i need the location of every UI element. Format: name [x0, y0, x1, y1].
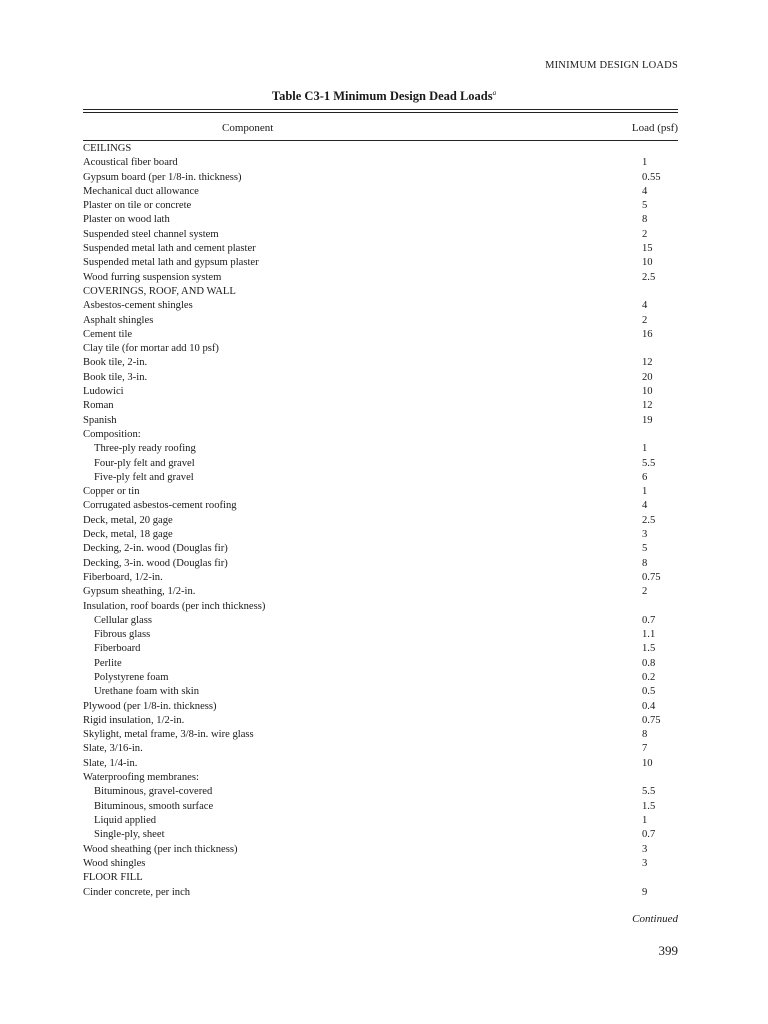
- component-cell: Acoustical fiber board: [83, 157, 178, 169]
- load-cell: 1: [642, 814, 648, 826]
- table-row: [83, 785, 678, 799]
- table-row: [83, 199, 678, 213]
- table-row: [83, 399, 678, 413]
- table-row: [83, 414, 678, 428]
- load-cell: 16: [642, 328, 653, 340]
- table-row: [83, 871, 678, 885]
- component-cell: Cement tile: [83, 328, 133, 340]
- table-row: [83, 728, 678, 742]
- table-title: [0, 89, 768, 104]
- load-cell: 1: [642, 486, 648, 498]
- component-cell: Copper or tin: [83, 486, 140, 498]
- table-row: [83, 457, 678, 471]
- load-cell: 10: [642, 386, 653, 398]
- table-row: [83, 657, 678, 671]
- load-cell: 0.75: [642, 571, 661, 583]
- component-cell: Spanish: [83, 414, 117, 426]
- table-row: [83, 671, 678, 685]
- table-row: [83, 156, 678, 170]
- component-cell: Ludowici: [83, 386, 124, 398]
- table-row: [83, 843, 678, 857]
- table-row: [83, 314, 678, 328]
- component-cell: Urethane foam with skin: [94, 686, 200, 698]
- load-cell: 8: [642, 214, 648, 226]
- table-row: [83, 228, 678, 242]
- component-cell: Mechanical duct allowance: [83, 185, 199, 197]
- component-cell: Plaster on tile or concrete: [83, 200, 192, 212]
- load-cell: 15: [642, 243, 653, 255]
- table-row: [83, 385, 678, 399]
- component-cell: Suspended steel channel system: [83, 228, 219, 240]
- load-cell: 0.4: [642, 700, 656, 712]
- table-row: [83, 700, 678, 714]
- table-row: [83, 213, 678, 227]
- load-cell: 4: [642, 300, 648, 312]
- load-cell: 4: [642, 500, 648, 512]
- table-row: [83, 628, 678, 642]
- table-row: [83, 585, 678, 599]
- component-cell: Bituminous, gravel-covered: [94, 786, 213, 798]
- table-row: [83, 271, 678, 285]
- load-cell: 3: [642, 857, 648, 869]
- component-cell: Asbestos-cement shingles: [83, 300, 193, 312]
- component-cell: FLOOR FILL: [83, 872, 143, 884]
- table-title-footnote-mark: a: [492, 89, 497, 97]
- component-cell: Waterproofing membranes:: [83, 772, 199, 784]
- running-head: MINIMUM DESIGN LOADS: [545, 60, 678, 71]
- table-top-rule: [83, 109, 678, 113]
- table-row: [83, 428, 678, 442]
- load-cell: 2: [642, 586, 648, 598]
- component-cell: Cellular glass: [94, 614, 152, 626]
- load-cell: 0.55: [642, 171, 661, 183]
- load-cell: 0.8: [642, 657, 656, 669]
- component-cell: Wood furring suspension system: [83, 271, 222, 283]
- table-row: [83, 171, 678, 185]
- component-cell: Fiberboard: [94, 643, 141, 655]
- table-row: [83, 371, 678, 385]
- table-row: [83, 800, 678, 814]
- load-cell: 4: [642, 185, 648, 197]
- component-cell: Plaster on wood lath: [83, 214, 170, 226]
- component-cell: Roman: [83, 400, 114, 412]
- load-cell: 2.5: [642, 514, 656, 526]
- table-row: [83, 499, 678, 513]
- load-cell: 19: [642, 414, 653, 426]
- component-cell: Rigid insulation, 1/2-in.: [83, 714, 185, 726]
- table-row: [83, 299, 678, 313]
- component-cell: Insulation, roof boards (per inch thickness): [83, 600, 266, 612]
- load-cell: 1: [642, 443, 648, 455]
- table-row: [83, 600, 678, 614]
- component-cell: Decking, 3-in. wood (Douglas fir): [83, 557, 228, 569]
- component-cell: Polystyrene foam: [94, 671, 169, 683]
- component-cell: Deck, metal, 18 gage: [83, 529, 173, 541]
- load-cell: 5.5: [642, 457, 656, 469]
- load-cell: 10: [642, 257, 653, 269]
- table-row: [83, 642, 678, 656]
- table-row: [83, 542, 678, 556]
- load-cell: 0.7: [642, 829, 656, 841]
- component-cell: Wood shingles: [83, 857, 146, 869]
- component-cell: Deck, metal, 20 gage: [83, 514, 173, 526]
- component-cell: CEILINGS: [83, 143, 132, 154]
- continued-note: Continued: [632, 913, 678, 925]
- component-cell: Slate, 3/16-in.: [83, 743, 143, 755]
- table-row: [83, 571, 678, 585]
- component-cell: Four-ply felt and gravel: [94, 457, 195, 469]
- table-row: [83, 742, 678, 756]
- table-row: [83, 757, 678, 771]
- load-cell: 10: [642, 757, 653, 769]
- component-cell: COVERINGS, ROOF, AND WALL: [83, 285, 236, 297]
- component-cell: Fibrous glass: [94, 629, 151, 641]
- load-cell: 3: [642, 529, 648, 541]
- load-cell: 1.5: [642, 800, 656, 812]
- component-cell: Fiberboard, 1/2-in.: [83, 571, 163, 583]
- load-cell: 5.5: [642, 786, 656, 798]
- component-cell: Book tile, 3-in.: [83, 371, 148, 383]
- component-cell: Clay tile (for mortar add 10 psf): [83, 343, 219, 355]
- component-cell: Five-ply felt and gravel: [94, 471, 194, 483]
- load-cell: 2.5: [642, 271, 656, 283]
- load-cell: 1.1: [642, 629, 656, 641]
- table-row: [83, 614, 678, 628]
- component-cell: Bituminous, smooth surface: [94, 800, 214, 812]
- component-cell: Cinder concrete, per inch: [83, 887, 191, 899]
- load-cell: 2: [642, 314, 648, 326]
- table-row: [83, 485, 678, 499]
- load-cell: 0.75: [642, 714, 661, 726]
- table-row: [83, 242, 678, 256]
- load-cell: 8: [642, 557, 648, 569]
- table-row: [83, 471, 678, 485]
- table-row: [83, 685, 678, 699]
- load-cell: 0.5: [642, 686, 656, 698]
- table-row: [83, 771, 678, 785]
- load-cell: 12: [642, 357, 653, 369]
- table-row: [83, 142, 678, 156]
- load-cell: 5: [642, 543, 648, 555]
- load-cell: 0.7: [642, 614, 656, 626]
- load-cell: 7: [642, 743, 648, 755]
- table-row: [83, 514, 678, 528]
- component-cell: Asphalt shingles: [83, 314, 154, 326]
- table-row: [83, 342, 678, 356]
- component-cell: Three-ply ready roofing: [94, 443, 196, 455]
- component-cell: Composition:: [83, 428, 141, 440]
- component-cell: Decking, 2-in. wood (Douglas fir): [83, 543, 228, 555]
- table-row: [83, 857, 678, 871]
- component-cell: Perlite: [94, 657, 122, 669]
- component-cell: Liquid applied: [94, 814, 157, 826]
- component-cell: Wood sheathing (per inch thickness): [83, 843, 238, 855]
- load-cell: 9: [642, 887, 648, 899]
- load-cell: 1: [642, 157, 648, 169]
- table-row: [83, 828, 678, 842]
- column-header-component: Component: [222, 122, 274, 134]
- component-cell: Suspended metal lath and cement plaster: [83, 243, 256, 255]
- table-row: [83, 557, 678, 571]
- component-cell: Suspended metal lath and gypsum plaster: [83, 257, 259, 269]
- component-cell: Corrugated asbestos-cement roofing: [83, 500, 237, 512]
- page-number: 399: [658, 943, 678, 958]
- component-cell: Book tile, 2-in.: [83, 357, 148, 369]
- table-body: [83, 142, 678, 901]
- table-row: [83, 328, 678, 342]
- load-cell: 20: [642, 371, 653, 383]
- component-cell: Gypsum sheathing, 1/2-in.: [83, 586, 196, 598]
- component-cell: Plywood (per 1/8-in. thickness): [83, 700, 217, 712]
- component-cell: Slate, 1/4-in.: [83, 757, 138, 769]
- table-row: [83, 714, 678, 728]
- table-title-text: Table C3-1 Minimum Design Dead Loads: [271, 89, 493, 104]
- table-row: [83, 356, 678, 370]
- table-row: [83, 528, 678, 542]
- table-row: [83, 285, 678, 299]
- load-cell: 2: [642, 228, 648, 240]
- table-row: [83, 814, 678, 828]
- table-row: [83, 185, 678, 199]
- load-cell: 5: [642, 200, 648, 212]
- load-cell: 1.5: [642, 643, 656, 655]
- table-row: [83, 256, 678, 270]
- component-cell: Gypsum board (per 1/8-in. thickness): [83, 171, 242, 183]
- column-header-load: Load (psf): [631, 122, 678, 134]
- component-cell: Skylight, metal frame, 3/8-in. wire glass: [83, 729, 254, 741]
- table-row: [83, 885, 678, 901]
- load-cell: 0.2: [642, 671, 656, 683]
- load-cell: 12: [642, 400, 653, 412]
- load-cell: 3: [642, 843, 648, 855]
- load-cell: 8: [642, 729, 648, 741]
- header-rule: [83, 140, 678, 141]
- load-cell: 6: [642, 471, 648, 483]
- table-row: [83, 442, 678, 456]
- component-cell: Single-ply, sheet: [94, 829, 165, 841]
